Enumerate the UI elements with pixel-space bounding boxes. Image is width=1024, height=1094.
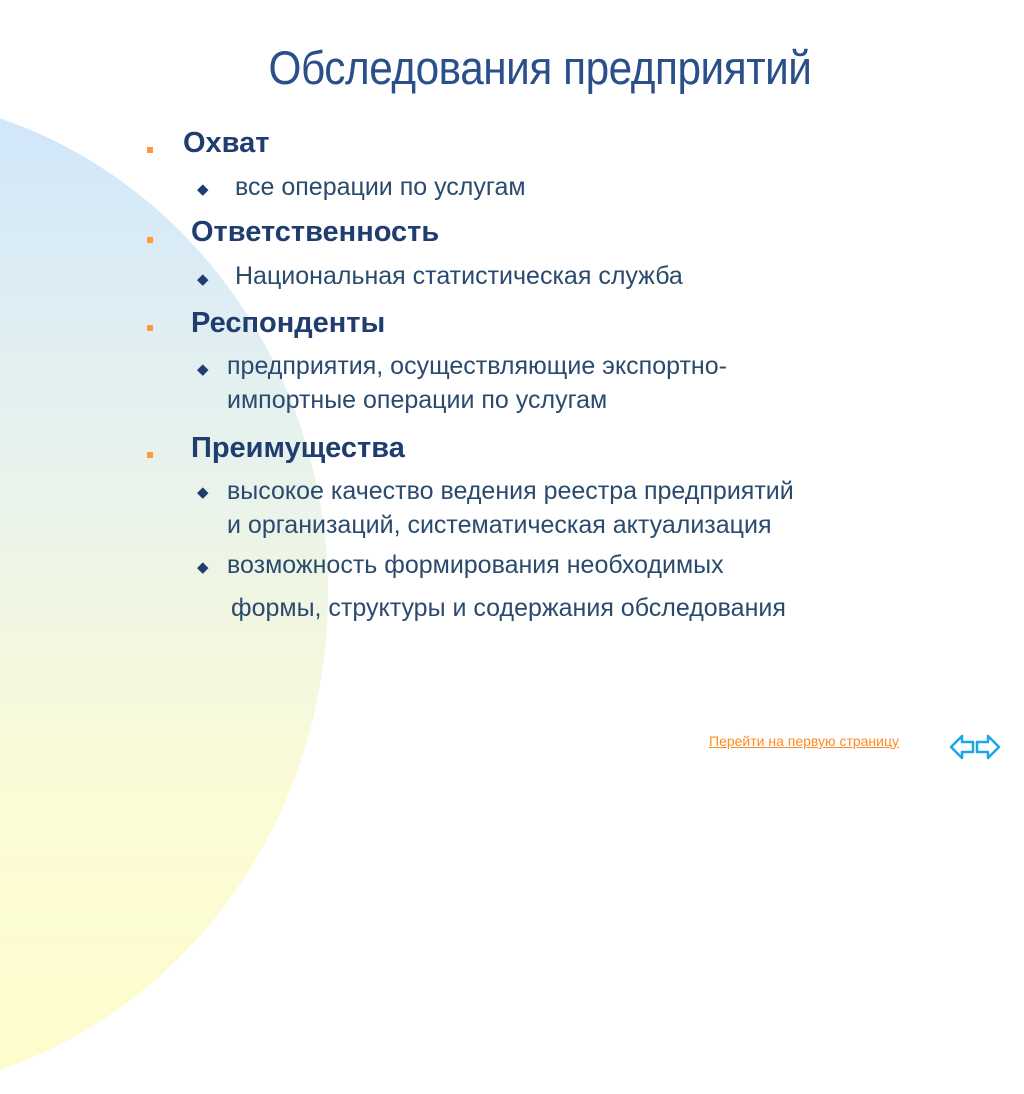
slide-title: Обследования предприятий bbox=[268, 41, 812, 94]
bullet-square-icon bbox=[147, 147, 153, 153]
bullet-square-icon bbox=[147, 452, 153, 458]
section-item-continuation: импортные операции по услугам bbox=[227, 386, 608, 414]
section-item: высокое качество ведения реестра предприятий bbox=[227, 477, 794, 505]
section-item: все операции по услугам bbox=[235, 173, 526, 201]
diamond-bullet-icon: ◆ bbox=[197, 271, 209, 288]
section-heading-advantages: Преимущества bbox=[191, 432, 405, 464]
section-item-continuation: формы, структуры и содержания обследования bbox=[231, 594, 786, 622]
bullet-square-icon bbox=[147, 325, 153, 331]
section-item: Национальная статистическая служба bbox=[235, 262, 683, 290]
first-page-link[interactable]: Перейти на первую страницу bbox=[709, 733, 899, 749]
diamond-bullet-icon: ◆ bbox=[197, 559, 209, 576]
back-forward-arrows-icon[interactable] bbox=[949, 730, 1001, 764]
section-item-continuation: и организаций, систематическая актуализация bbox=[227, 511, 772, 539]
diamond-bullet-icon: ◆ bbox=[197, 181, 209, 198]
section-heading-respondents: Респонденты bbox=[191, 307, 386, 339]
section-item: возможность формирования необходимых bbox=[227, 551, 724, 579]
bullet-square-icon bbox=[147, 237, 153, 243]
section-heading-responsibility: Ответственность bbox=[191, 216, 440, 248]
diamond-bullet-icon: ◆ bbox=[197, 361, 209, 378]
diamond-bullet-icon: ◆ bbox=[197, 484, 209, 501]
section-heading-coverage: Охват bbox=[183, 127, 270, 159]
section-item: предприятия, осуществляющие экспортно- bbox=[227, 352, 727, 380]
